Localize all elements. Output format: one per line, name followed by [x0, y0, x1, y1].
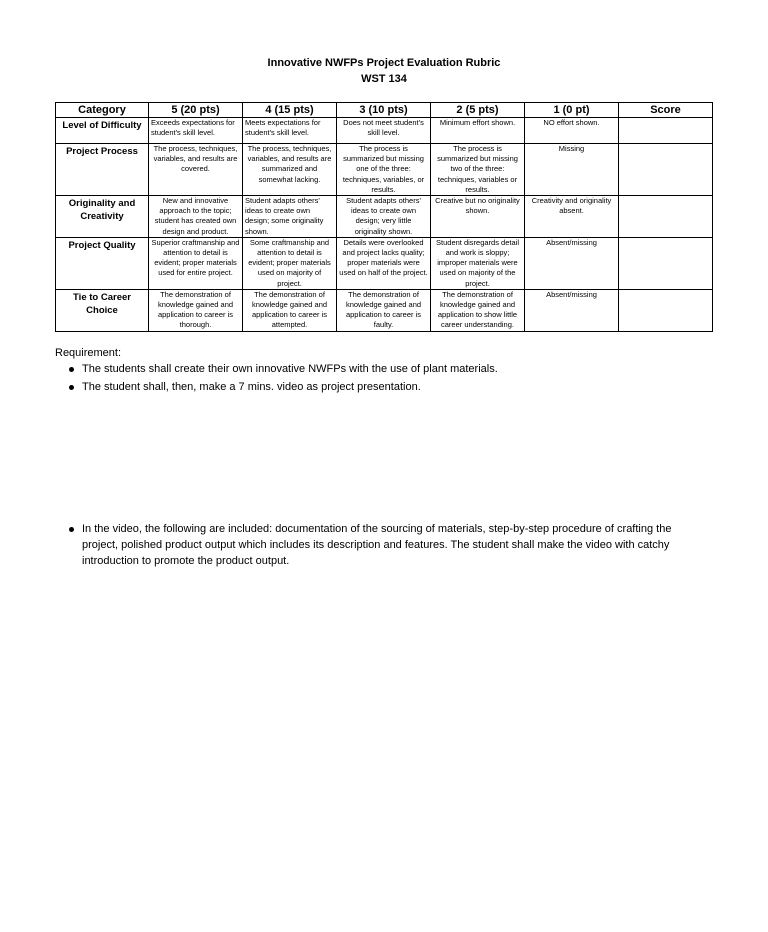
rubric-table	[55, 102, 713, 332]
list-item-text: In the video, the following are included: documentation of the sourcing of materials, step-by-step procedure of crafting the project, polished product output which includes its description and features. The student shall make the video with catchy introduction to promote the product output.	[82, 523, 672, 567]
rubric-cell: Creativity and originality absent.	[525, 196, 619, 238]
rubric-cell: Missing	[525, 144, 619, 196]
list-item	[55, 361, 705, 378]
header-score: Score	[619, 103, 713, 118]
rubric-cell: Some craftmanship and attention to detail is evident; proper materials used on majority of project.	[243, 237, 337, 289]
video-requirement-list	[55, 521, 705, 569]
rubric-cell: The process is summarized but missing two of the three: techniques, variables or results.	[431, 144, 525, 196]
row-category: Originality and Creativity	[56, 196, 149, 238]
table-row	[56, 237, 713, 289]
rubric-cell: The process, techniques, variables, and results are summarized and somewhat lacking.	[243, 144, 337, 196]
row-category: Project Process	[56, 144, 149, 196]
requirement-label: Requirement:	[55, 347, 122, 359]
rubric-header-row	[56, 103, 713, 118]
rubric-cell: NO effort shown.	[525, 118, 619, 144]
row-category: Level of Difficulty	[56, 118, 149, 144]
row-category: Tie to Career Choice	[56, 289, 149, 331]
rubric-cell: New and innovative approach to the topic; student has created own design and product.	[149, 196, 243, 238]
rubric-cell: The process, techniques, variables, and results are covered.	[149, 144, 243, 196]
rubric-cell: Creative but no originality shown.	[431, 196, 525, 238]
header-level-5: 5 (20 pts)	[149, 103, 243, 118]
score-cell	[619, 118, 713, 144]
rubric-cell: Superior craftmanship and attention to detail is evident; proper materials used for entire project.	[149, 237, 243, 289]
score-cell	[619, 144, 713, 196]
list-item	[55, 521, 705, 569]
requirement-list	[55, 361, 705, 397]
list-item	[55, 379, 705, 396]
document-subtitle: WST 134	[361, 73, 407, 85]
rubric-cell: Student adapts others' ideas to create own design; very little originality shown.	[337, 196, 431, 238]
list-item-text: The students shall create their own innovative NWFPs with the use of plant materials.	[82, 363, 498, 375]
rubric-cell: Absent/missing	[525, 289, 619, 331]
document-header	[0, 55, 768, 87]
score-cell	[619, 289, 713, 331]
bullet-icon	[69, 385, 74, 390]
bullet-icon	[69, 527, 74, 532]
table-row	[56, 118, 713, 144]
rubric-cell: Student disregards detail and work is sloppy; improper materials were used on majority of the project.	[431, 237, 525, 289]
rubric-cell: Does not meet student's skill level.	[337, 118, 431, 144]
header-level-3: 3 (10 pts)	[337, 103, 431, 118]
list-item-text: The student shall, then, make a 7 mins. video as project presentation.	[82, 381, 421, 393]
rubric-cell: The demonstration of knowledge gained and application to show little career understanding.	[431, 289, 525, 331]
bullet-icon	[69, 367, 74, 372]
rubric-cell: Student adapts others' ideas to create own design; some originality shown.	[243, 196, 337, 238]
table-row	[56, 289, 713, 331]
rubric-cell: Exceeds expectations for student's skill level.	[149, 118, 243, 144]
header-level-4: 4 (15 pts)	[243, 103, 337, 118]
table-row	[56, 196, 713, 238]
rubric-cell: The demonstration of knowledge gained and application to career is faulty.	[337, 289, 431, 331]
rubric-cell: The process is summarized but missing one of the three: techniques, variables, or results.	[337, 144, 431, 196]
header-category: Category	[56, 103, 149, 118]
score-cell	[619, 196, 713, 238]
score-cell	[619, 237, 713, 289]
rubric-cell: The demonstration of knowledge gained and application to career is attempted.	[243, 289, 337, 331]
row-category: Project Quality	[56, 237, 149, 289]
table-row	[56, 144, 713, 196]
rubric-cell: Details were overlooked and project lacks quality; proper materials were used on half of the project.	[337, 237, 431, 289]
document-title: Innovative NWFPs Project Evaluation Rubric	[267, 57, 501, 69]
rubric-cell: The demonstration of knowledge gained and application to career is thorough.	[149, 289, 243, 331]
header-level-1: 1 (0 pt)	[525, 103, 619, 118]
rubric-cell: Meets expectations for student's skill level.	[243, 118, 337, 144]
rubric-cell: Minimum effort shown.	[431, 118, 525, 144]
header-level-2: 2 (5 pts)	[431, 103, 525, 118]
rubric-cell: Absent/missing	[525, 237, 619, 289]
